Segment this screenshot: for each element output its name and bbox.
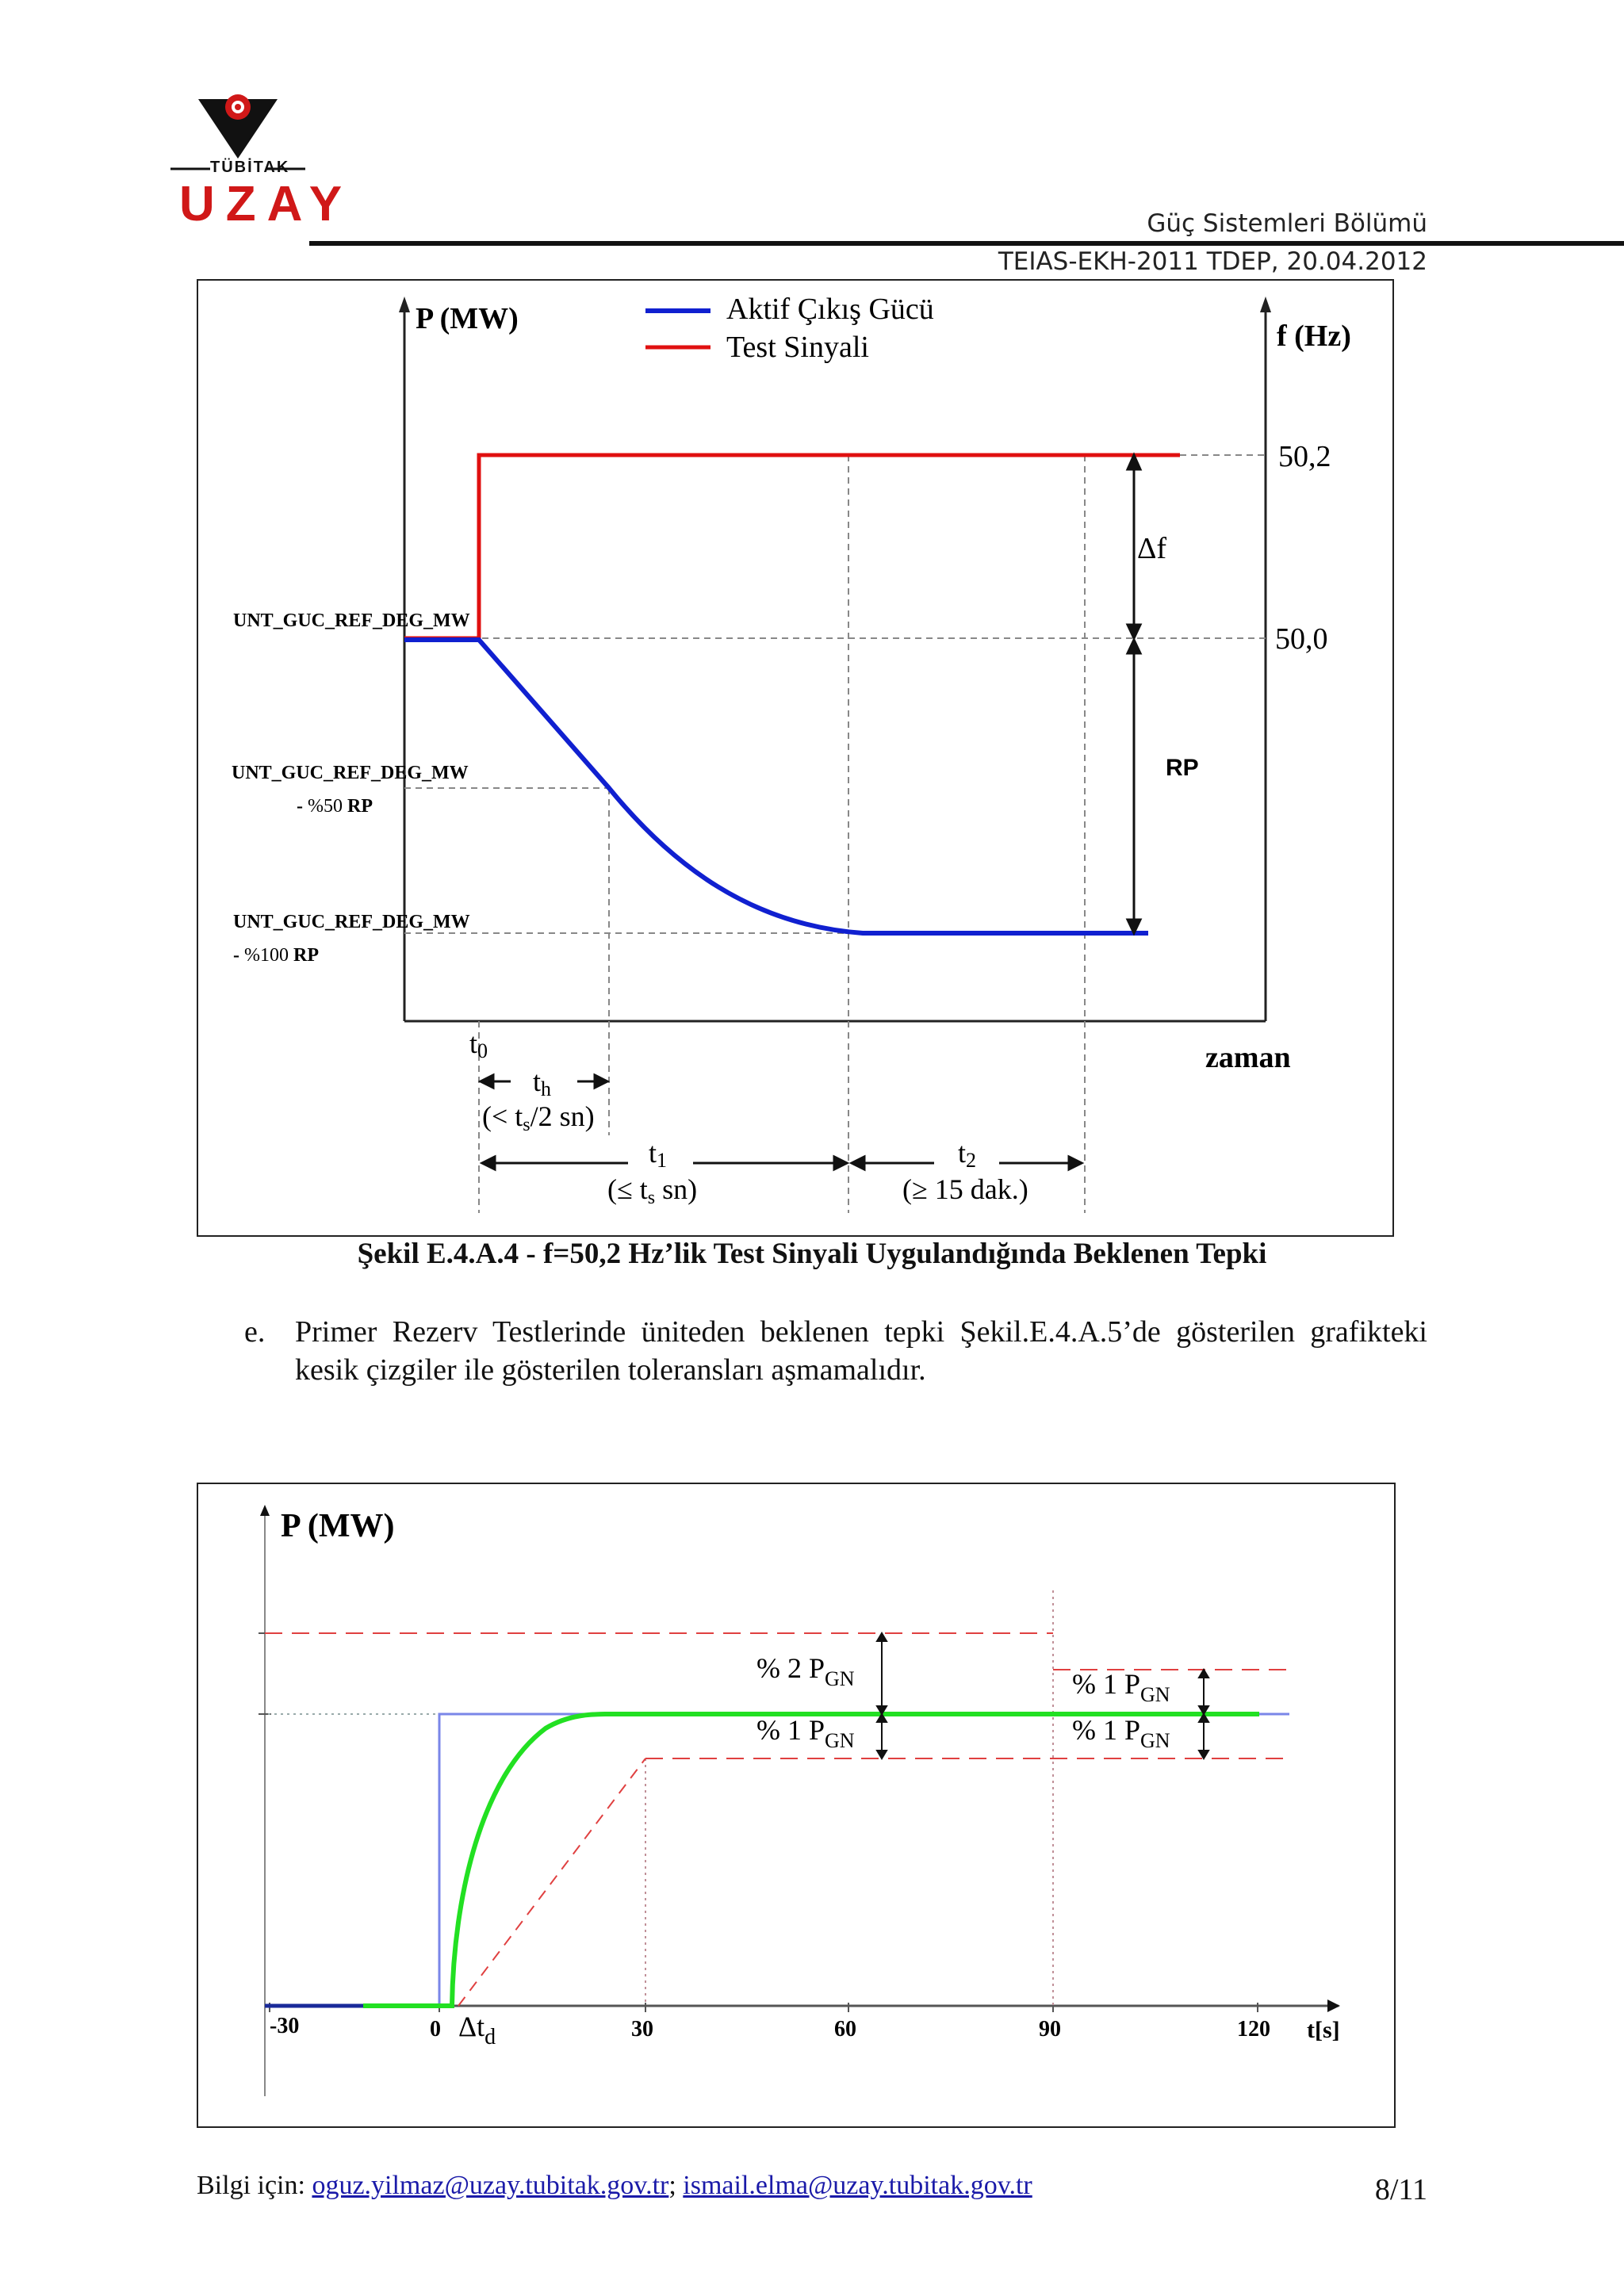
fig1-level-100-suffix — [233, 945, 319, 966]
fig1-t0-main: t — [469, 1027, 478, 1059]
fig1-freq-low: 50,0 — [1275, 622, 1328, 656]
fig1-level-100-pct: %100 — [244, 945, 289, 966]
logo-main-text: UZAY — [179, 177, 354, 232]
footer-page-number: 8/11 — [1374, 2173, 1427, 2206]
paragraph-text: Primer Rezerv Testlerinde üniteden beklenen tepki Şekil.E.4.A.5’de gösterilen grafikteki kesik çizgiler ile gösterilen toleransları aşmamalıdır. — [295, 1315, 1427, 1387]
fig1-t1-cond — [607, 1173, 697, 1208]
fig1-t1-cond-b: sn) — [655, 1173, 698, 1205]
fig1-level-50-suffix — [297, 796, 373, 817]
fig2-tol-1pct-c-label — [1072, 1714, 1170, 1752]
fig1-level-100: UNT_GUC_REF_DEG_MW — [233, 912, 470, 932]
fig1-t2-right-arrow-icon — [1069, 1157, 1082, 1169]
footer-contact — [197, 2171, 1032, 2201]
figure-1-chart — [197, 279, 1394, 1237]
fig1-level-50-pct: %50 — [308, 796, 343, 817]
fig2-arrow-1pct-c-bottom-icon — [1199, 1751, 1208, 1758]
fig1-delta-f-bottom-arrow-icon — [1128, 625, 1140, 638]
footer-prefix: Bilgi için: — [197, 2171, 312, 2200]
fig1-th-cond-b: /2 sn) — [530, 1100, 595, 1132]
figure-1-caption: Şekil E.4.A.4 - f=50,2 Hz’lik Test Sinyali Uygulandığında Beklenen Tepki — [357, 1238, 1267, 1270]
fig1-legend-label-1: Aktif Çıkış Gücü — [726, 293, 934, 326]
fig1-th-label — [533, 1066, 551, 1100]
fig2-x-tick-label-90: 90 — [1039, 2017, 1061, 2042]
fig1-t1-cond-a: (≤ t — [607, 1173, 648, 1205]
paragraph-marker: e. — [244, 1315, 266, 1349]
fig2-y-label: P (MW) — [281, 1508, 395, 1544]
fig1-t2-main: t — [958, 1137, 967, 1169]
fig1-delta-f-label: Δf — [1137, 532, 1167, 565]
fig2-tol-1pct-a-sub: GN — [825, 1729, 855, 1752]
fig1-x-label: zaman — [1205, 1041, 1291, 1074]
fig1-delta-f-top-arrow-icon — [1128, 455, 1140, 469]
fig2-delta-td — [458, 2011, 496, 2049]
fig2-tol-ramp — [458, 1758, 645, 2006]
fig1-th-left-arrow-icon — [481, 1075, 493, 1088]
fig2-x-unit: t[s] — [1307, 2017, 1340, 2043]
logo-top-text: TÜBİTAK — [210, 159, 290, 176]
fig1-th-cond-sub: s — [523, 1115, 530, 1135]
fig1-th-cond — [482, 1100, 595, 1135]
fig2-x-tick-label-0: 0 — [430, 2017, 441, 2042]
fig2-tol-1pct-b-main: % 1 P — [1072, 1668, 1141, 1700]
fig1-right-axis-arrow-icon — [1260, 297, 1271, 312]
fig2-tol-1pct-a-main: % 1 P — [756, 1714, 825, 1746]
fig2-tol-1pct-c-main: % 1 P — [1072, 1714, 1141, 1746]
fig1-t1-sub: 1 — [657, 1149, 668, 1172]
fig1-t1-cond-sub: s — [647, 1188, 656, 1208]
fig2-tol-2pct-label — [756, 1652, 855, 1690]
fig2-tol-1pct-b-label — [1072, 1668, 1170, 1706]
fig2-x-axis-arrow-icon — [1327, 1999, 1340, 2012]
header-department: Güç Sistemleri Bölümü — [1147, 209, 1427, 238]
fig1-rp-label: RP — [1166, 755, 1199, 781]
fig1-active-output-line — [404, 640, 1148, 933]
fig1-level-50-rp: RP — [347, 796, 373, 817]
fig2-x-tick-label-60: 60 — [834, 2017, 856, 2042]
header-doc-ref: TEIAS-EKH-2011 TDEP, 20.04.2012 — [998, 247, 1427, 276]
fig2-arrow-2pct-top-icon — [877, 1633, 887, 1641]
fig1-th-sub: h — [541, 1077, 552, 1100]
fig2-tol-1pct-a-label — [756, 1714, 855, 1752]
fig1-t2-sub: 2 — [966, 1149, 977, 1172]
fig1-test-signal-line — [404, 455, 1180, 638]
fig1-level-ref: UNT_GUC_REF_DEG_MW — [233, 610, 470, 631]
fig1-rp-top-arrow-icon — [1128, 640, 1140, 653]
fig1-y-left-label: P (MW) — [416, 302, 519, 335]
figure-2-chart — [197, 1483, 1396, 2128]
header-rule — [309, 241, 1624, 246]
fig1-t2-cond: (≥ 15 dak.) — [902, 1173, 1028, 1205]
fig2-x-tick-label--30: -30 — [270, 2014, 300, 2038]
fig2-y-axis-arrow-icon — [260, 1505, 270, 1516]
fig1-t2-left-arrow-icon — [852, 1157, 864, 1169]
fig2-tol-2pct-sub: GN — [825, 1667, 855, 1690]
fig2-x-tick-label-30: 30 — [631, 2017, 653, 2042]
fig2-tol-1pct-b-sub: GN — [1140, 1683, 1170, 1706]
fig2-x-tick-label-120: 120 — [1237, 2017, 1270, 2042]
fig1-t2-label — [958, 1137, 976, 1172]
fig2-arrow-1pct-b-top-icon — [1199, 1670, 1208, 1678]
footer-email-1[interactable]: oguz.yilmaz@uzay.tubitak.gov.tr — [312, 2171, 669, 2200]
fig1-left-axis-arrow-icon — [399, 297, 410, 312]
fig1-th-right-arrow-icon — [595, 1075, 607, 1088]
fig1-th-cond-a: (< t — [482, 1100, 523, 1132]
fig2-tol-1pct-c-sub: GN — [1140, 1729, 1170, 1752]
footer-separator: ; — [668, 2171, 684, 2200]
fig2-tol-2pct-main: % 2 P — [756, 1652, 825, 1684]
fig2-delta-td-sub: d — [485, 2025, 496, 2049]
fig1-level-50: UNT_GUC_REF_DEG_MW — [232, 763, 469, 783]
fig1-t1-main: t — [649, 1137, 657, 1169]
footer-email-2[interactable]: ismail.elma@uzay.tubitak.gov.tr — [683, 2171, 1032, 2200]
fig1-t0-sub: 0 — [477, 1039, 488, 1062]
fig1-t1-left-arrow-icon — [482, 1157, 495, 1169]
fig2-arrow-1pct-a-bottom-icon — [877, 1751, 887, 1758]
fig1-t1-label — [649, 1137, 667, 1172]
fig1-th-main: t — [533, 1066, 542, 1097]
fig1-freq-high: 50,2 — [1278, 440, 1331, 473]
fig1-t1-right-arrow-icon — [834, 1157, 847, 1169]
fig1-y-right-label: f (Hz) — [1277, 320, 1351, 353]
fig1-level-100-rp: RP — [293, 945, 319, 966]
fig1-level-100-minus: - — [233, 945, 239, 966]
fig1-legend-label-2: Test Sinyali — [726, 331, 869, 364]
fig1-level-50-minus: - — [297, 796, 303, 817]
fig2-delta-td-main: Δt — [458, 2011, 485, 2042]
